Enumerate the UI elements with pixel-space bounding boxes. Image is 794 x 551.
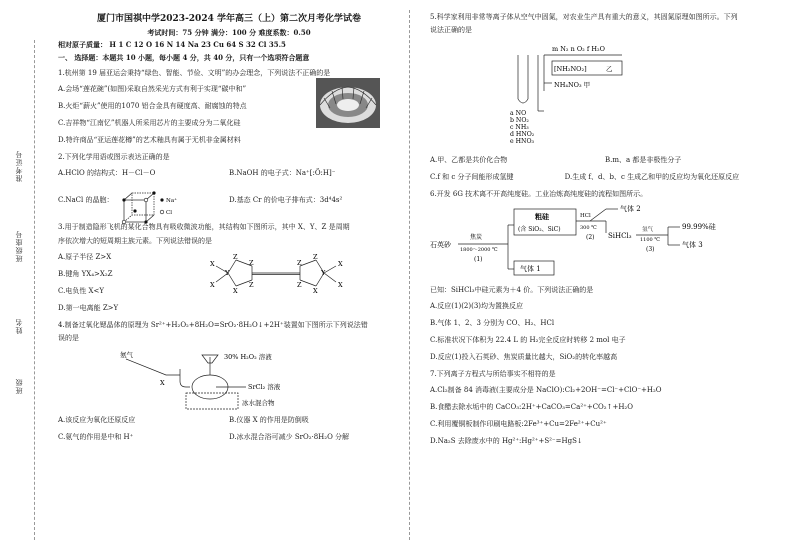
q7-stem: 7.下列离子方程式与所给事实不相符的是 xyxy=(430,370,556,378)
q2-option-b: B.NaOH 的电子式：Na⁺[:Ö:H]⁻ xyxy=(229,169,336,177)
q6-sihcl3: SiHCl₃ xyxy=(608,232,632,240)
q3-option-b: B.键角 YX₄>X₂Z xyxy=(58,270,113,278)
q4-option-c: C.氨气的作用是中和 H⁺ xyxy=(58,433,134,441)
q7-option-d: D.Na₂S 去除废水中的 Hg²⁺:Hg²⁺+S²⁻=HgS↓ xyxy=(430,437,583,445)
atom-x: X xyxy=(210,281,215,289)
margin-label-exam-no: 准考证号 xyxy=(15,150,23,182)
q3-option-c: C.电负性 X<Y xyxy=(58,287,105,295)
q4-option-a: A.该反应为氧化还原反应 xyxy=(58,416,136,424)
q6-step1: (1) xyxy=(474,256,483,263)
q6-hcl: HCl xyxy=(580,213,591,219)
q3-option-a: A.原子半径 Z>X xyxy=(58,253,112,261)
q5-option-a: A.甲、乙都是共价化合物 xyxy=(430,156,508,164)
q6-raw: 石英砂 xyxy=(430,241,451,249)
q1-option-a: A.会场“莲花碗”(如图)采取自然采光方式有利于实现“碳中和” xyxy=(58,85,247,93)
q6-step2: (2) xyxy=(586,234,595,241)
legend-cl: Cl xyxy=(166,210,172,216)
q5-list-d: d HNO₂ xyxy=(510,131,535,138)
q5-list-a: a NO xyxy=(510,110,527,117)
binding-line xyxy=(34,40,35,540)
q6-crude: 粗硅 xyxy=(535,212,549,221)
atom-z: Z xyxy=(249,259,254,267)
q6-option-d: D.反应(1)投入石英砂、焦炭质量比越大，SiO₂的转化率越高 xyxy=(430,353,618,361)
q5-top-label: m N₂ n O₂ f H₂O xyxy=(552,45,605,53)
q6-pure-si: 99.99%硅 xyxy=(682,223,716,231)
question-2 xyxy=(58,152,400,215)
q6-temp3: 1100 ℃ xyxy=(640,237,660,243)
q6-temp2: 300 ℃ xyxy=(580,225,597,231)
q2-option-a: A.HClO 的结构式：H－Cl－O xyxy=(58,169,156,177)
q6-coke: 焦炭 xyxy=(470,234,483,241)
question-4 xyxy=(58,320,400,442)
q3-structure-figure xyxy=(208,246,398,298)
atom-y: Y xyxy=(321,269,326,277)
label-h2o2: 30% H₂O₂ 溶液 xyxy=(224,353,272,361)
question-6 xyxy=(430,189,780,362)
q1-stem: 1.杭州第 19 届亚运会秉持“绿色、智能、节俭、文明”的办会理念，下列说法不正确的是 xyxy=(58,69,331,77)
label-x: X xyxy=(160,379,165,387)
label-ice-bath: 冰水混合物 xyxy=(242,399,275,407)
atom-x: X xyxy=(338,281,343,289)
exam-meta: 考试时间：75 分钟 满分：100 分 难度系数：0.50 xyxy=(147,28,311,37)
q4-option-b: B.仪器 X 的作用是防倒吸 xyxy=(229,416,309,424)
atom-z: Z xyxy=(313,253,318,261)
q3-stem: 3.用于制造隐形飞机的某化合物具有吸收微波功能，其结构如下图所示，其中 X、Y、Z 是周期 xyxy=(58,223,350,231)
q1-option-c: C.吉祥物“江南忆”机器人所采用芯片的主要成分为二氧化硅 xyxy=(58,119,241,127)
label-ammonia: 氨气 xyxy=(120,351,133,359)
q6-note: 已知：SiHCl₃中硅元素为＋4 价。下列说法正确的是 xyxy=(430,286,594,294)
legend-na: Na⁺ xyxy=(166,198,177,204)
margin-label-class-seat: 班级座号 xyxy=(15,230,23,262)
atom-x: X xyxy=(313,287,318,295)
q5-box1-label: [NH₂NO₂] xyxy=(554,65,587,73)
atom-z: Z xyxy=(297,281,302,289)
atom-x: X xyxy=(210,260,215,268)
q2-option-c: C.NaCl 的晶胞： xyxy=(58,196,114,204)
q4-apparatus-figure xyxy=(116,349,316,411)
q5-box1-tag: 乙 xyxy=(606,65,613,73)
page-divider xyxy=(409,10,410,540)
q4-stem: 4.制备过氧化锶晶体的原理为 Sr²⁺+H₂O₂+8H₂O=SrO₂·8H₂O↓+2H⁺装置如下图所示下列说法错 xyxy=(58,321,368,329)
q4-stem-cont: 误的是 xyxy=(58,334,79,342)
q5-stem-cont: 说法正确的是 xyxy=(430,26,472,34)
q6-option-c: C.标准状况下体积为 22.4 L 的 H₂完全反应时转移 2 mol 电子 xyxy=(430,336,626,344)
q5-list-b: b NO₂ xyxy=(510,117,529,124)
q7-option-c: C.利用覆铜板制作印刷电路板:2Fe³⁺+Cu=2Fe²⁺+Cu²⁺ xyxy=(430,420,607,428)
nacl-cell-figure xyxy=(118,190,198,224)
q5-option-d: D.生成 f、d、b、c 生成乙和甲的反应均为氧化还原反应 xyxy=(564,173,740,181)
question-3 xyxy=(58,222,400,313)
q6-step3: (3) xyxy=(646,246,655,253)
q6-stem: 6.开发 6G 技术离不开高纯度硅。工业冶炼高纯度硅的流程如图所示。 xyxy=(430,190,648,198)
exam-title: 厦门市国祺中学2023-2024 学年高三（上）第二次月考化学试卷 xyxy=(97,14,361,24)
q6-crude-note: (含 SiO₂、SiC) xyxy=(518,226,561,233)
question-5 xyxy=(430,12,780,182)
atom-z: Z xyxy=(249,281,254,289)
question-7 xyxy=(430,369,780,446)
q6-option-b: B.气体 1、2、3 分别为 CO、H₂、HCl xyxy=(430,319,555,327)
label-srcl2: SrCl₂ 溶液 xyxy=(248,383,281,391)
q6-temp1: 1800～2000 ℃ xyxy=(460,247,498,253)
q6-gas3: 气体 3 xyxy=(682,241,703,249)
q6-option-a: A.反应(1)(2)(3)均为置换反应 xyxy=(430,302,524,310)
q6-h2: 氢气 xyxy=(642,227,654,233)
q5-option-b: B.m、a 都是非极性分子 xyxy=(605,156,682,164)
atomic-masses: 相对原子质量： H 1 C 12 O 16 N 14 Na 23 Cu 64 S 32 Cl 35.5 xyxy=(58,40,286,49)
q5-list-c: c NH₃ xyxy=(510,124,529,131)
q7-option-a: A.Cl₂制备 84 消毒液(主要成分是 NaClO):Cl₂+2OH⁻=Cl⁻+ClO⁻+H₂O xyxy=(430,386,662,394)
q2-option-d: D.基态 Cr 的价电子排布式：3d⁴4s² xyxy=(229,196,343,204)
q5-nitrogen-figure xyxy=(482,41,682,147)
margin-label-class: 班级 xyxy=(15,378,23,394)
atom-z: Z xyxy=(297,259,302,267)
q6-silicon-flowchart xyxy=(430,205,730,281)
atom-x: X xyxy=(233,287,238,295)
left-column xyxy=(58,12,400,449)
atom-y: Y xyxy=(225,269,230,277)
q3-stem-cont: 序依次增大的短周期主族元素。下列说法错误的是 xyxy=(58,237,212,245)
q1-option-d: D.特许商品“亚运莲花樽”的艺术釉具有属于无机非金属材料 xyxy=(58,136,241,144)
q6-gas1: 气体 1 xyxy=(520,265,541,273)
q3-option-d: D.第一电离能 Z>Y xyxy=(58,304,119,312)
q5-stem: 5.科学家利用非常等离子体从空气中固氮，对农业生产具有重大的意义，其固氮原理如图所示。下列 xyxy=(430,13,738,21)
q6-gas2: 气体 2 xyxy=(620,205,641,213)
lotus-bowl-image xyxy=(316,78,380,128)
q5-option-c: C.f 和 c 分子间能形成氢键 xyxy=(430,173,514,181)
atom-x: X xyxy=(338,260,343,268)
margin-label-name: 姓名 xyxy=(15,318,23,334)
q4-option-d: D.冰水混合浴可减少 SrO₂·8H₂O 分解 xyxy=(229,433,350,441)
right-column xyxy=(430,12,780,453)
q5-list-e: e HNO₃ xyxy=(510,138,534,145)
q5-box2-label: NH₄NO₃ 甲 xyxy=(554,81,591,89)
section-heading: 一、 选择题：本题共 10 小题，每小题 4 分，共 40 分，只有一个选项符合题意 xyxy=(58,53,310,62)
question-1 xyxy=(58,68,400,145)
q2-stem: 2.下列化学用语或图示表达正确的是 xyxy=(58,153,170,161)
q1-option-b: B.火炬“薪火”使用的1070 铝合金具有硬度高、耐腐蚀的特点 xyxy=(58,102,247,110)
atom-z: Z xyxy=(233,253,238,261)
q7-option-b: B.食醋去除水垢中的 CaCO₃:2H⁺+CaCO₃=Ca²⁺+CO₂↑+H₂O xyxy=(430,403,633,411)
